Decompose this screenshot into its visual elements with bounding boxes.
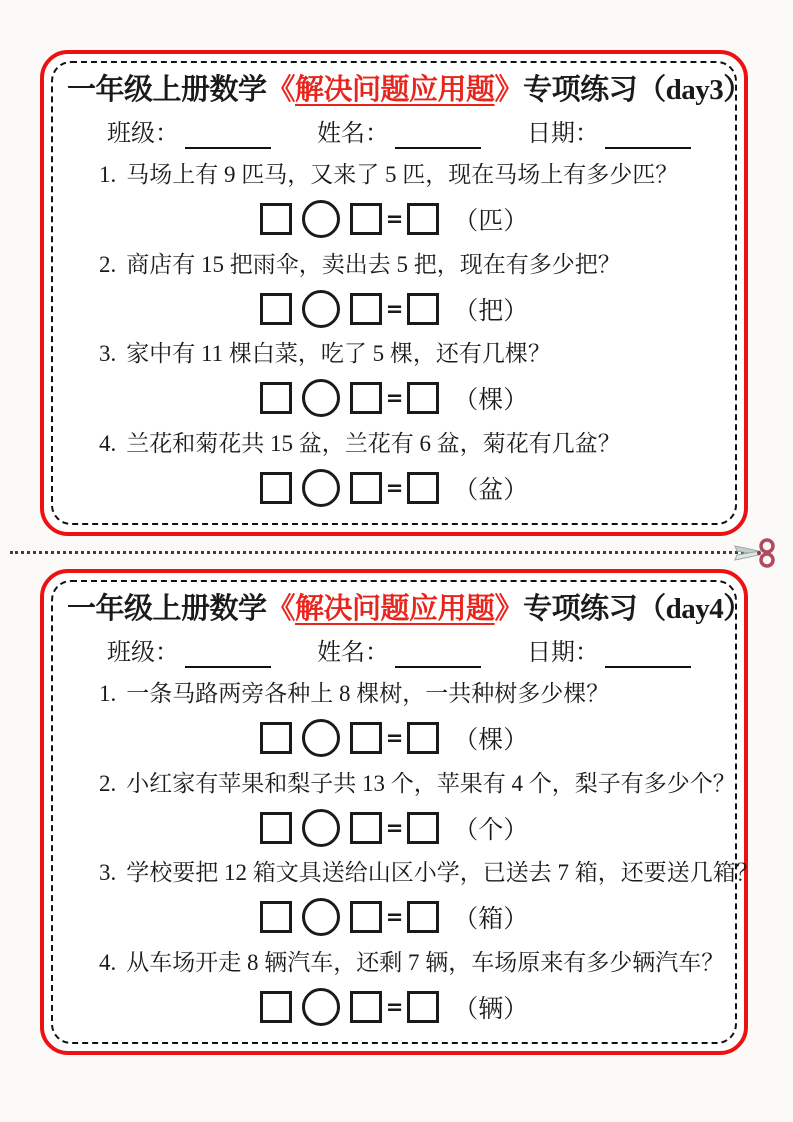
worksheet-title [67,69,752,111]
equation-row [67,987,721,1027]
answer-box [407,812,439,844]
problem-statement: 一条马路两旁各种上 8 棵树，一共种树多少棵？ [126,680,610,706]
name-field [317,638,481,668]
operand-box [350,722,382,754]
class-blank-line [185,642,271,668]
operand-box [350,382,382,414]
title-book-open: 《 [266,593,296,625]
equation-row [67,199,721,239]
title-highlight: 解决问题应用题 [295,74,495,106]
equals-sign: = [385,815,404,840]
cut-line-row [0,536,793,568]
class-field-label: 班级： [107,640,179,666]
unit-label: （箱） [453,906,529,934]
equation-row [67,718,721,758]
operator-circle [302,379,340,417]
problem-statement: 小红家有苹果和梨子共 13 个，苹果有 4 个，梨子有多少个？ [126,770,736,796]
date-blank-line [605,642,691,668]
problem-item-1 [67,160,721,239]
header-fields-row [67,634,721,668]
class-blank-line [185,123,271,149]
equals-sign: = [385,296,404,321]
unit-label: （把） [453,297,529,325]
operand-box [260,812,292,844]
operator-circle [302,809,340,847]
date-field [527,119,691,149]
equals-sign: = [385,905,404,930]
worksheet-card-day4 [40,569,759,1055]
problem-text [67,948,725,978]
problem-item-2 [67,769,736,848]
unit-label: （个） [453,816,529,844]
answer-box [407,203,439,235]
title-suffix: 专项练习（day3） [523,74,752,106]
problem-number: 1. [99,680,117,706]
operand-box [350,472,382,504]
worksheet-title [67,588,752,630]
operator-circle [302,719,340,757]
equals-sign: = [385,206,404,231]
problem-statement: 从车场开走 8 辆汽车，还剩 7 辆，车场原来有多少辆汽车？ [126,950,725,976]
problem-number: 4. [99,431,117,457]
problem-text [67,858,759,888]
name-field-label: 姓名： [317,121,389,147]
equation-row [67,468,721,508]
problem-number: 2. [99,251,117,277]
equation-row [67,897,721,937]
answer-box [407,472,439,504]
equation-row [67,378,721,418]
equals-sign: = [385,995,404,1020]
problem-number: 4. [99,950,117,976]
problem-number: 1. [99,161,117,187]
unit-label: （匹） [453,207,529,235]
class-field [107,119,271,149]
problem-text [67,160,721,190]
title-book-close: 》 [494,593,524,625]
problem-number: 2. [99,770,117,796]
operator-circle [302,469,340,507]
operand-box [260,293,292,325]
operator-circle [302,898,340,936]
problem-item-1 [67,679,721,758]
unit-label: （棵） [453,726,529,754]
date-field-label: 日期： [527,640,599,666]
dashed-border-panel [51,580,759,1044]
operator-circle [302,200,340,238]
equals-sign: = [385,476,404,501]
dashed-border-panel [51,61,752,525]
name-field [317,119,481,149]
cut-dotted-line [10,551,755,554]
problem-item-3 [67,339,721,418]
problems-list [67,668,759,1038]
scissors-icon [733,537,779,569]
problem-statement: 商店有 15 把雨伞，卖出去 5 把，现在有多少把？ [126,251,621,277]
operand-box [350,901,382,933]
class-field-label: 班级： [107,121,179,147]
name-blank-line [395,123,481,149]
date-field-label: 日期： [527,121,599,147]
problem-text [67,679,721,709]
title-highlight: 解决问题应用题 [295,593,495,625]
problem-statement: 学校要把 12 箱文具送给山区小学，已送去 7 箱，还要送几箱？ [126,860,759,886]
problem-statement: 兰花和菊花共 15 盆，兰花有 6 盆，菊花有几盆？ [126,431,621,457]
unit-label: （辆） [453,996,529,1024]
answer-box [407,722,439,754]
name-field-label: 姓名： [317,640,389,666]
problem-text [67,429,721,459]
equals-sign: = [385,725,404,750]
operand-box [260,722,292,754]
equals-sign: = [385,386,404,411]
header-fields-row [67,115,721,149]
problem-item-2 [67,250,721,329]
title-prefix: 一年级上册数学 [67,593,267,625]
answer-box [407,293,439,325]
title-book-close: 》 [494,74,524,106]
problem-item-3 [67,858,759,937]
operand-box [350,812,382,844]
operator-circle [302,290,340,328]
unit-label: （盆） [453,477,529,505]
problem-text [67,339,721,369]
problem-item-4 [67,429,721,508]
operand-box [260,203,292,235]
answer-box [407,382,439,414]
operand-box [260,991,292,1023]
problems-list [67,149,721,519]
operand-box [260,901,292,933]
problem-text [67,250,721,280]
date-field [527,638,691,668]
worksheet-card-day3 [40,50,752,536]
answer-box [407,901,439,933]
title-prefix: 一年级上册数学 [67,74,267,106]
unit-label: （棵） [453,387,529,415]
problem-statement: 马场上有 9 匹马，又来了 5 匹，现在马场上有多少匹？ [126,161,679,187]
name-blank-line [395,642,481,668]
operand-box [350,203,382,235]
problem-text [67,769,736,799]
operand-box [350,991,382,1023]
answer-box [407,991,439,1023]
problem-item-4 [67,948,725,1027]
problem-statement: 家中有 11 棵白菜，吃了 5 棵，还有几棵？ [126,341,551,367]
title-book-open: 《 [266,74,296,106]
date-blank-line [605,123,691,149]
operand-box [260,472,292,504]
title-suffix: 专项练习（day4） [523,593,752,625]
operand-box [350,293,382,325]
operand-box [260,382,292,414]
class-field [107,638,271,668]
problem-number: 3. [99,341,117,367]
equation-row [67,808,721,848]
operator-circle [302,988,340,1026]
equation-row [67,289,721,329]
problem-number: 3. [99,860,117,886]
